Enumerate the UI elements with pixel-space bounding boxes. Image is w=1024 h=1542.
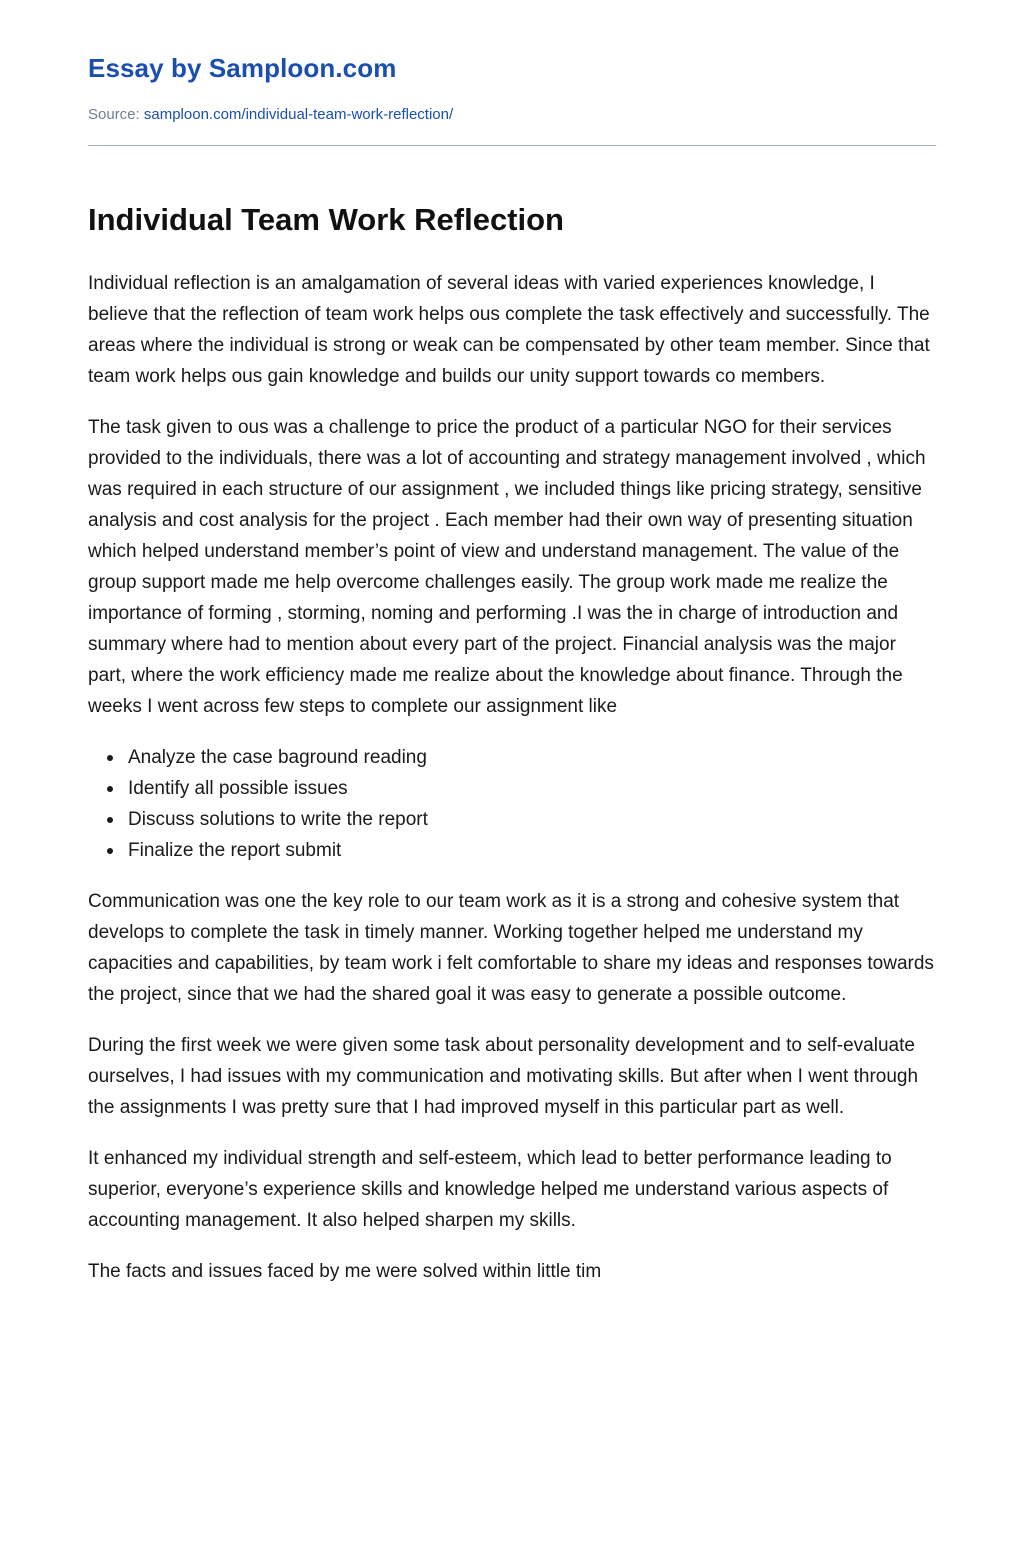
paragraph: During the first week we were given some task about personality development and to self-evaluate ourselves, I had issues with my communication and motivating skills. But after when I went through the assignments I was pretty sure that I had improved myself in this particular part as well. bbox=[88, 1035, 919, 1118]
list-item-text: Identify all possible issues bbox=[128, 778, 348, 799]
source-label: Source: bbox=[88, 106, 144, 123]
site-brand[interactable]: Essay by Samploon.com bbox=[88, 53, 397, 83]
steps-list bbox=[88, 742, 936, 866]
header-divider bbox=[88, 145, 936, 146]
list-item bbox=[128, 835, 936, 866]
bullet-icon bbox=[107, 786, 113, 792]
list-item-text: Discuss solutions to write the report bbox=[128, 809, 428, 830]
source-line bbox=[88, 106, 453, 123]
paragraph: Individual reflection is an amalgamation of several ideas with varied experiences knowledge, I believe that the reflection of team work helps ous complete the task effectively and successfully. The areas where the individual is strong or weak can be compensated by other team member. Since that team work helps ous gain knowledge and builds our unity support towards co members. bbox=[88, 273, 930, 387]
paragraph-truncated: The facts and issues faced by me were solved within little tim bbox=[88, 1261, 602, 1282]
bullet-icon bbox=[107, 817, 113, 823]
paragraph: Communication was one the key role to our team work as it is a strong and cohesive system that develops to complete the task in timely manner. Working together helped me understand my capacities and capabilities, by team work i felt comfortable to share my ideas and responses towards the project, since that we had the shared goal it was easy to generate a possible outcome. bbox=[88, 891, 934, 1005]
source-link[interactable]: samploon.com/individual-team-work-reflection/ bbox=[143, 106, 454, 123]
paragraph: The task given to ous was a challenge to price the product of a particular NGO for their services provided to the individuals, there was a lot of accounting and strategy management involved , which was required in each structure of our assignment , we included things like pricing strategy, sensitive analysis and cost analysis for the project . Each member had their own way of presenting situation which helped understand member’s point of view and understand management. The value of the group support made me help overcome challenges easily. The group work made me realize the importance of forming , storming, noming and performing .I was the in charge of introduction and summary where had to mention about every part of the project. Financial analysis was the major part, where the work efficiency made me realize about the knowledge about finance. Through the weeks I went across few steps to complete our assignment like bbox=[88, 417, 926, 717]
bullet-icon bbox=[107, 755, 113, 761]
list-item-text: Analyze the case baground reading bbox=[128, 747, 427, 768]
list-item-text: Finalize the report submit bbox=[128, 840, 342, 861]
list-item bbox=[128, 804, 936, 835]
essay-body bbox=[88, 268, 936, 1307]
bullet-icon bbox=[107, 848, 113, 854]
list-item bbox=[128, 742, 936, 773]
list-item bbox=[128, 773, 936, 804]
essay-title: Individual Team Work Reflection bbox=[88, 202, 564, 237]
paragraph: It enhanced my individual strength and self-esteem, which lead to better performance leading to superior, everyone’s experience skills and knowledge helped me understand various aspects of accounting management. It also helped sharpen my skills. bbox=[88, 1148, 892, 1231]
